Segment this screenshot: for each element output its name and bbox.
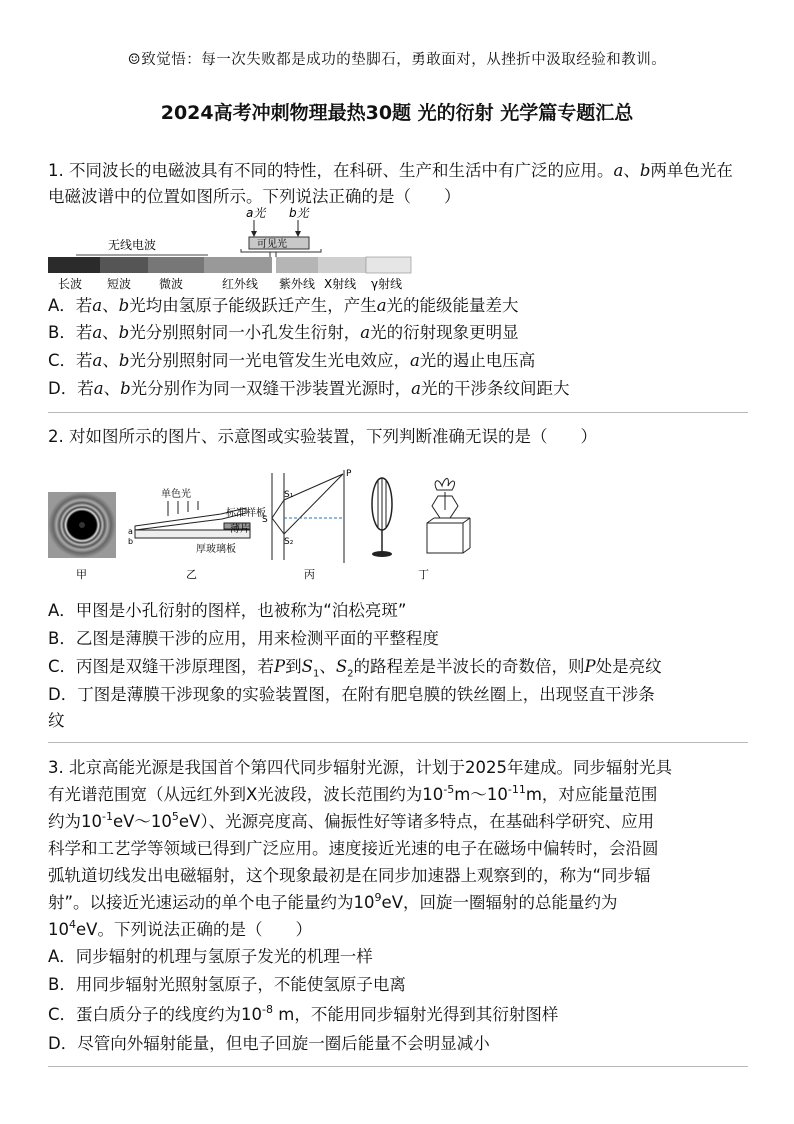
- caption-yi: 乙: [186, 568, 197, 581]
- band-label: 短波: [107, 277, 132, 291]
- b-light-label: b光: [289, 206, 309, 220]
- a-light-label: a光: [246, 206, 266, 220]
- q1-option-a[interactable]: A．若a、b光均由氢原子能级跃迁产生，产生a光的能级能量差大: [48, 296, 519, 315]
- q3-option-c[interactable]: C．蛋白质分子的线度约为$10^{-8}$ m，不能用同步辐射光得到其衍射图样: [48, 1003, 559, 1024]
- yi-label: 薄片: [230, 524, 250, 535]
- q1-stem: 1. 不同波长的电磁波具有不同的特性，在科研、生产和生活中有广泛的应用。a、b两单色光在电磁波谱中的位置如图所示。下列说法正确的是（ ）: [48, 161, 733, 206]
- bing-label: S₂: [284, 537, 294, 547]
- caption-ding: 丁: [418, 568, 429, 581]
- band-label: 长波: [58, 277, 83, 291]
- band-long-wave: [48, 257, 100, 273]
- divider: [48, 412, 748, 413]
- divider: [48, 742, 748, 743]
- visible-label: 可见光: [257, 239, 287, 250]
- band-label: γ射线: [371, 277, 403, 291]
- band-label: 红外线: [222, 277, 259, 291]
- q1-spectrum-figure: [46, 206, 416, 292]
- bing-label: P: [346, 469, 352, 479]
- band-label: 微波: [159, 277, 184, 291]
- svg-text:a: a: [128, 527, 133, 536]
- caption-bing: 丙: [304, 568, 315, 581]
- yi-label: 标准样板: [226, 508, 266, 519]
- yi-label: 单色光: [161, 489, 191, 500]
- q2-figure-set: [46, 468, 476, 583]
- divider: [48, 1066, 748, 1067]
- q3-option-b[interactable]: B．用同步辐射光照射氢原子，不能使氢原子电离: [48, 975, 406, 994]
- bing-label: S₁: [284, 490, 294, 500]
- q1-option-b[interactable]: B．若a、b光分别照射同一小孔发生衍射，a光的衍射现象更明显: [48, 323, 519, 342]
- q2-stem: 2. 对如图所示的图片、示意图或实验装置，下列判断准确无误的是（ ）: [48, 427, 597, 446]
- q2-option-b[interactable]: B．乙图是薄膜干涉的应用，用来检测平面的平整程度: [48, 629, 439, 648]
- q2-option-d[interactable]: D．丁图是薄膜干涉现象的实验装置图，在附有肥皂膜的铁丝圈上，出现竖直干涉条 纹: [48, 685, 655, 730]
- q1-option-d[interactable]: D．若a、b光分别作为同一双缝干涉装置光源时，a光的干涉条纹间距大: [48, 379, 570, 398]
- motto: ☺致觉悟：每一次失败都是成功的垫脚石，勇敢面对，从挫折中汲取经验和教训。: [127, 52, 667, 68]
- q2-option-c[interactable]: C．丙图是双缝干涉原理图，若P到$S_1$、$S_2$的路程差是半波长的奇数倍，则P处是亮纹: [48, 657, 662, 680]
- band-label: 紫外线: [279, 277, 316, 291]
- q2-option-a[interactable]: A．甲图是小孔衍射的图样，也被称为“泊松亮斑”: [48, 601, 407, 620]
- caption-jia: 甲: [76, 568, 87, 581]
- band-label: X射线: [324, 277, 357, 291]
- svg-text:b: b: [128, 537, 134, 546]
- radio-wave-label: 无线电波: [108, 238, 157, 252]
- yi-label: 厚玻璃板: [196, 544, 236, 555]
- q3-option-d[interactable]: D．尽管向外辐射能量，但电子回旋一圈后能量不会明显减小: [48, 1034, 490, 1053]
- q1-option-c[interactable]: C．若a、b光分别照射同一光电管发生光电效应，a光的遏止电压高: [48, 351, 536, 370]
- page-title: 2024高考冲刺物理最热30题 光的衍射 光学篇专题汇总: [160, 102, 634, 124]
- bing-label: S: [262, 515, 268, 525]
- q3-option-a[interactable]: A．同步辐射的机理与氢原子发光的机理一样: [48, 947, 373, 966]
- q3-stem: 3. 北京高能光源是我国首个第四代同步辐射光源，计划于2025年建成。同步辐射光具 有光谱范围宽（从远红外到X光波段，波长范围约为$10^{-5}m\sim 10^{-11}m$，对应能量范围 约为$10^{-1}eV\sim 10^5eV$）、光源亮度高、偏振性好等诸多特点，在基础科学研究、应用 科学和工艺学等领域已得到广泛应用。速度接近光速的电子在磁场中偏转时，会沿圆 弧轨道切线发出电磁辐射，这个现象最初是在同步加速器上观察到的，称为“同步辐 射”。以接近光速运动的单个电子能量约为$10^9eV$，回旋一圈辐射的总能量约为 $10^4eV$。下列说法正确的是（ ）: [48, 758, 672, 939]
